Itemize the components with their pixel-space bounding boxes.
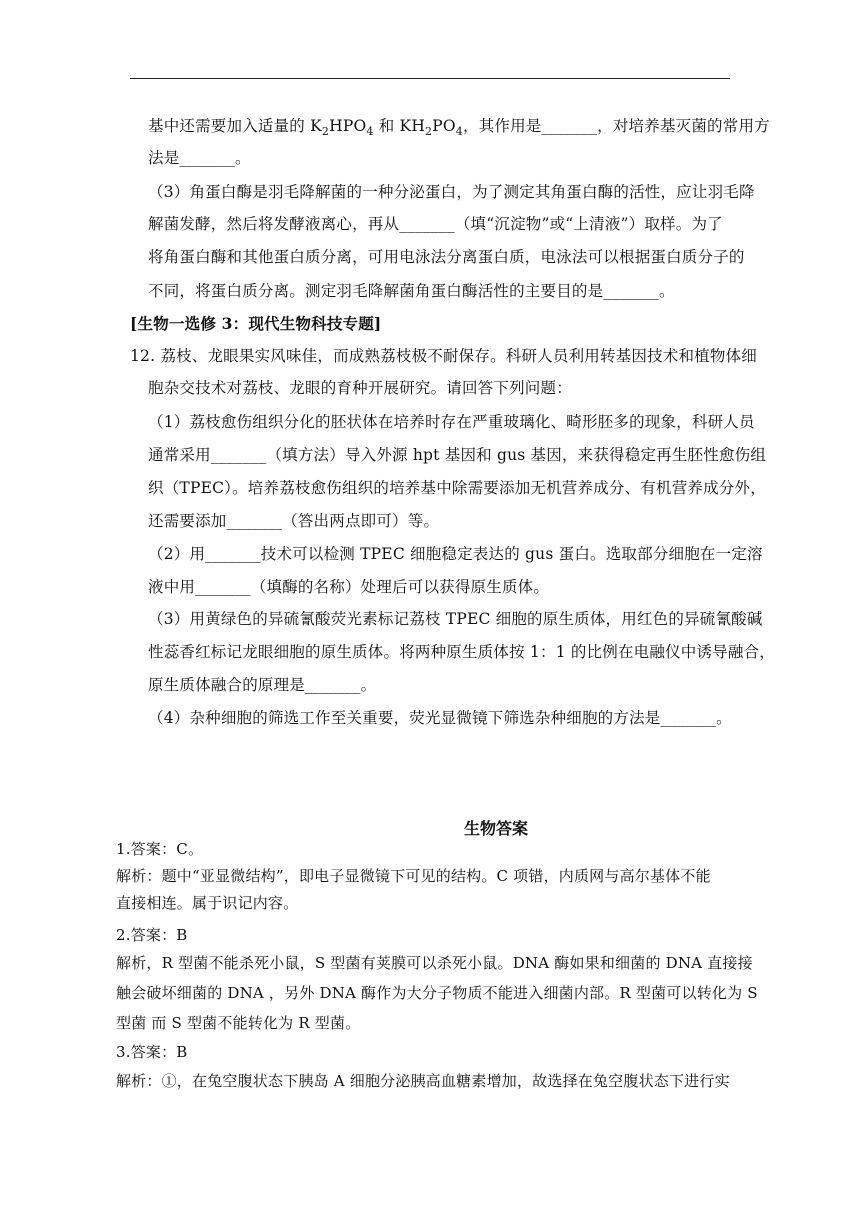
text-line: 将角蛋白酶和其他蛋白质分离，可用电泳法分离蛋白质，电泳法可以根据蛋白质分子的 (148, 248, 745, 266)
header-rule (130, 78, 730, 79)
answer-line: 2.答案：B (116, 926, 188, 944)
answer-line: 1.答案：C。 (116, 840, 204, 858)
answer-line: 3.答案：B (116, 1043, 188, 1061)
answer-line: 解析：题中“亚显微结构”，即电子显微镜下可见的结构。C 项错，内质网与高尔基体不能 (116, 867, 711, 885)
section-heading: [生物一选修 3：现代生物科技专题] (130, 314, 382, 333)
text-line: （3）角蛋白酶是羽毛降解菌的一种分泌蛋白，为了测定其角蛋白酶的活性，应让羽毛降 (148, 183, 755, 201)
text-line: 法是_______。 (148, 149, 251, 167)
text-line: 还需要添加_______（答出两点即可）等。 (148, 512, 440, 530)
text-line: 胞杂交技术对荔枝、龙眼的育种开展研究。请回答下列问题： (148, 379, 572, 397)
text-line: 性蕊香红标记龙眼细胞的原生质体。将两种原生质体按 1：1 的比例在电融仪中诱导融合， (148, 643, 775, 661)
text-line: 不同，将蛋白质分离。测定羽毛降解菌角蛋白酶活性的主要目的是_______。 (148, 282, 675, 300)
text-line: （3）用黄绿色的异硫氰酸荧光素标记荔枝 TPEC 细胞的原生质体，用红色的异硫氰酸碱 (148, 610, 763, 628)
answers-title: 生物答案 (464, 819, 529, 838)
text-line: 通常采用_______（填方法）导入外源 hpt 基因和 gus 基因，来获得稳定再生胚性愈伤组 (148, 446, 767, 464)
text-line: （1）荔枝愈伤组织分化的胚状体在培养时存在严重玻璃化、畸形胚多的现象，科研人员 (148, 413, 755, 431)
text-line: 织（TPEC）。培养荔枝愈伤组织的培养基中除需要添加无机营养成分、有机营养成分外， (148, 479, 766, 497)
text-line: （4）杂种细胞的筛选工作至关重要，荧光显微镜下筛选杂种细胞的方法是_______。 (148, 709, 732, 727)
answer-line: 直接相连。属于识记内容。 (116, 894, 299, 912)
answer-line: 型菌 而 S 型菌不能转化为 R 型菌。 (116, 1014, 361, 1032)
answer-line: 触会破坏细菌的 DNA ，另外 DNA 酶作为大分子物质不能进入细菌内部。R 型菌可以转化为 S (116, 984, 758, 1002)
text-line: 解菌发酵，然后将发酵液离心，再从_______（填“沉淀物”或“上清液”）取样。为了 (148, 215, 723, 233)
text-line: 原生质体融合的原理是_______。 (148, 676, 377, 694)
question-12: 12. 荔枝、龙眼果实风味佳，而成熟荔枝极不耐保存。科研人员利用转基因技术和植物体细 (130, 347, 757, 365)
text-line: 液中用_______（填酶的名称）处理后可以获得原生质体。 (148, 578, 550, 596)
text-line: 基中还需要加入适量的 $K_2HPO_4$ 和 $KH_2PO_4$，其作用是_______，对培养基灭菌的常用方 (148, 117, 770, 138)
answer-line: 解析：①，在兔空腹状态下胰岛 A 细胞分泌胰高血糖素增加，故选择在兔空腹状态下进行实 (116, 1072, 730, 1090)
answer-line: 解析，R 型菌不能杀死小鼠，S 型菌有荚膜可以杀死小鼠。DNA 酶如果和细菌的 DNA 直接接 (116, 954, 753, 972)
text-line: （2）用_______技术可以检测 TPEC 细胞稳定表达的 gus 蛋白。选取部分细胞在一定溶 (148, 545, 763, 563)
